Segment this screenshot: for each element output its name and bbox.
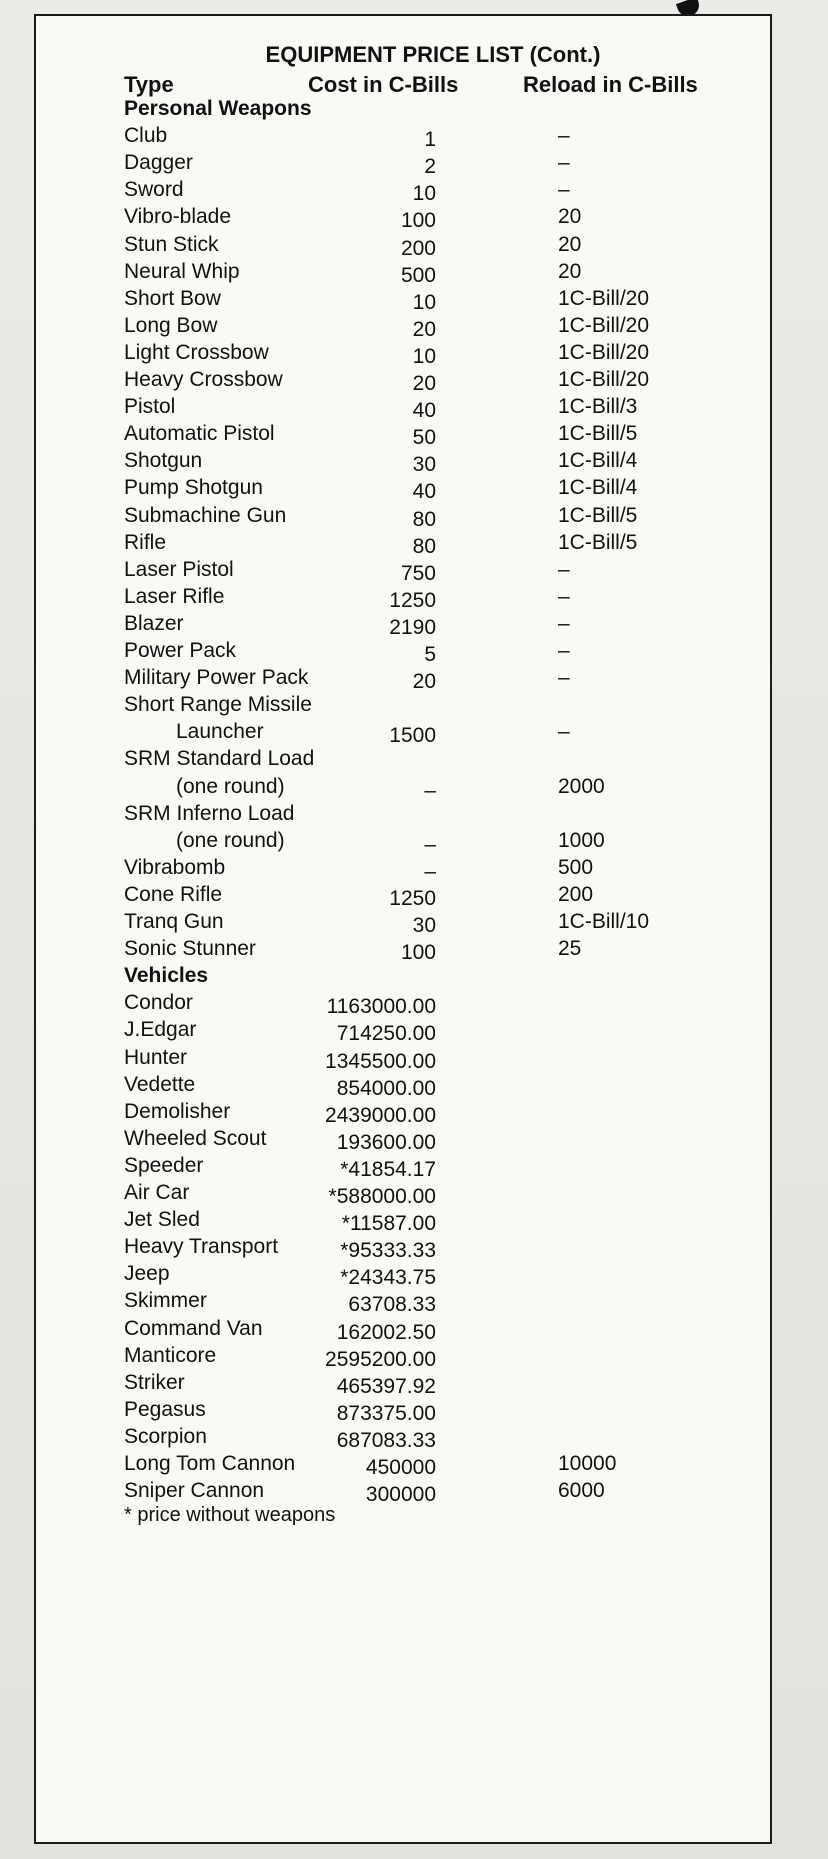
item-cost: 750 — [400, 561, 436, 585]
item-name: Skimmer — [124, 1289, 207, 1313]
table-row — [88, 666, 778, 696]
item-cost: 300000 — [365, 1483, 436, 1507]
item-reload: 1C-Bill/5 — [558, 503, 638, 527]
section-heading-label: Personal Weapons — [124, 97, 312, 120]
table-row — [88, 1181, 778, 1211]
item-name: Sword — [124, 178, 184, 202]
price-list-title: EQUIPMENT PRICE LIST (Cont.) — [265, 42, 601, 67]
item-reload: – — [558, 720, 570, 744]
table-row — [88, 937, 778, 967]
item-reload: 1C-Bill/5 — [558, 422, 638, 446]
item-name: Air Car — [124, 1181, 190, 1204]
item-name: Vedette — [124, 1072, 196, 1096]
item-cost: 100 — [400, 941, 436, 965]
item-name: Vibro-blade — [124, 205, 232, 229]
item-cost: 63708.33 — [348, 1293, 436, 1317]
item-reload: 6000 — [558, 1479, 605, 1503]
item-cost: 1163000.00 — [326, 995, 436, 1019]
item-cost: 465397.92 — [336, 1374, 436, 1398]
item-name: Short Bow — [124, 286, 221, 310]
item-reload: – — [558, 151, 570, 175]
item-cost: 873375.00 — [336, 1401, 436, 1425]
item-name: Dagger — [124, 151, 193, 175]
table-row — [88, 341, 778, 371]
table-row — [88, 260, 778, 290]
item-cost: 50 — [412, 426, 436, 450]
item-cost: 20 — [412, 670, 436, 694]
table-row — [88, 991, 778, 1021]
item-cost: 10 — [412, 344, 436, 368]
item-cost: 162002.50 — [336, 1320, 436, 1344]
section-heading — [88, 964, 778, 994]
item-name: Sniper Cannon — [124, 1479, 265, 1503]
table-row — [88, 775, 778, 805]
item-name: SRM Standard Load — [124, 747, 315, 771]
item-cost: 10 — [412, 290, 436, 314]
table-row — [88, 151, 778, 181]
table-row — [88, 747, 778, 777]
item-name: J.Edgar — [124, 1018, 197, 1042]
table-row — [88, 910, 778, 940]
item-name: Heavy Transport — [124, 1235, 279, 1259]
item-name: Pistol — [124, 395, 176, 419]
column-header-cost: Cost in C-Bills — [308, 72, 459, 97]
item-name: Jeep — [124, 1262, 170, 1286]
item-name: Cone Rifle — [124, 882, 223, 906]
item-cost: 40 — [412, 480, 436, 504]
table-row — [88, 829, 778, 859]
item-cost: 2439000.00 — [325, 1103, 436, 1127]
item-reload: – — [558, 611, 570, 635]
item-reload: 25 — [558, 937, 582, 961]
item-reload: 20 — [558, 205, 582, 229]
item-name: Tranq Gun — [124, 910, 224, 933]
item-cost: 854000.00 — [336, 1076, 436, 1100]
item-name: Club — [124, 124, 168, 148]
item-name: Power Pack — [124, 639, 237, 662]
table-row — [88, 368, 778, 398]
item-name: Stun Stick — [124, 232, 219, 256]
item-name: Submachine Gun — [124, 503, 287, 527]
item-name: Sonic Stunner — [124, 937, 256, 961]
item-cost: – — [424, 778, 436, 802]
item-cost: 2595200.00 — [325, 1347, 436, 1371]
table-row — [88, 449, 778, 479]
item-name: Automatic Pistol — [124, 422, 275, 446]
price-list-box — [34, 14, 772, 1844]
table-row — [88, 1425, 778, 1455]
item-name: (one round) — [176, 774, 285, 798]
table-row — [88, 531, 778, 561]
table-row — [88, 1262, 778, 1292]
item-name: Speeder — [124, 1153, 204, 1177]
table-row — [88, 287, 778, 317]
item-reload: 1C-Bill/20 — [558, 286, 650, 310]
table-row — [88, 178, 778, 208]
table-row — [88, 693, 778, 723]
table-row — [88, 1154, 778, 1184]
item-cost: 200 — [400, 236, 436, 260]
item-reload: 1C-Bill/5 — [558, 530, 638, 554]
item-cost: 100 — [400, 209, 436, 233]
item-cost: 30 — [412, 914, 436, 937]
item-name: (one round) — [176, 828, 285, 852]
item-name: Long Bow — [124, 313, 218, 337]
item-reload: – — [558, 557, 570, 581]
table-row — [88, 476, 778, 506]
item-name: Wheeled Scout — [124, 1126, 267, 1150]
table-row — [88, 639, 778, 669]
table-row — [88, 233, 778, 263]
item-cost: 10 — [412, 182, 436, 206]
item-cost: 20 — [412, 372, 436, 395]
item-name: Short Range Missile — [124, 693, 312, 717]
footnote: * price without weapons — [124, 1504, 336, 1527]
table-row — [88, 856, 778, 886]
column-header-reload: Reload in C-Bills — [523, 72, 698, 97]
item-cost: 80 — [412, 507, 436, 531]
item-reload: 20 — [558, 259, 582, 283]
table-row — [88, 1235, 778, 1265]
item-name: Light Crossbow — [124, 340, 269, 364]
item-cost: 714250.00 — [336, 1022, 436, 1046]
item-name: Manticore — [124, 1343, 217, 1367]
table-row — [88, 1371, 778, 1401]
item-name: Pegasus — [124, 1397, 206, 1421]
item-name: Pump Shotgun — [124, 476, 263, 500]
item-reload: 500 — [558, 855, 594, 879]
item-name: Launcher — [176, 720, 264, 744]
item-reload: 1000 — [558, 828, 605, 852]
item-reload: 1C-Bill/20 — [558, 368, 650, 391]
item-reload: 1C-Bill/4 — [558, 476, 638, 500]
item-name: Military Power Pack — [124, 666, 309, 690]
item-cost: 500 — [400, 263, 436, 287]
table-row — [88, 205, 778, 235]
table-row — [88, 802, 778, 832]
item-cost: 2 — [424, 155, 436, 179]
item-reload: 1C-Bill/4 — [558, 449, 638, 473]
item-cost: *24343.75 — [340, 1266, 436, 1290]
item-name: Blazer — [124, 611, 184, 635]
table-row — [88, 1073, 778, 1103]
item-cost: 20 — [412, 317, 436, 341]
table-row — [88, 558, 778, 588]
item-name: Vibrabomb — [124, 855, 226, 879]
item-name: Command Van — [124, 1316, 263, 1340]
table-row — [88, 1344, 778, 1374]
item-name: SRM Inferno Load — [124, 801, 295, 825]
table-row — [88, 1046, 778, 1076]
item-reload: 1C-Bill/20 — [558, 313, 650, 337]
item-cost: *41854.17 — [340, 1157, 436, 1181]
column-header-type: Type — [124, 72, 174, 97]
item-cost: *95333.33 — [340, 1239, 436, 1263]
item-cost: 450000 — [365, 1456, 436, 1479]
item-reload: – — [558, 584, 570, 608]
item-name: Shotgun — [124, 449, 203, 473]
item-cost: 687083.33 — [336, 1428, 436, 1452]
item-name: Rifle — [124, 530, 167, 554]
table-row — [88, 1289, 778, 1319]
table-row — [88, 1398, 778, 1428]
item-reload: – — [558, 178, 570, 202]
item-cost: 80 — [412, 534, 436, 558]
item-cost: 1500 — [389, 724, 436, 748]
item-reload: 200 — [558, 882, 594, 906]
table-row — [88, 422, 778, 452]
section-heading-label: Vehicles — [124, 964, 209, 988]
item-cost: 5 — [424, 643, 436, 666]
item-reload: 1C-Bill/10 — [558, 910, 650, 933]
table-row — [88, 1100, 778, 1130]
item-name: Laser Rifle — [124, 584, 225, 608]
item-cost: *588000.00 — [328, 1185, 436, 1208]
item-cost: 1345500.00 — [325, 1049, 436, 1073]
item-reload: 10000 — [558, 1452, 617, 1475]
table-row — [88, 720, 778, 750]
item-reload: – — [558, 639, 570, 662]
item-cost: – — [424, 832, 436, 856]
item-reload: 1C-Bill/20 — [558, 340, 650, 364]
item-name: Striker — [124, 1370, 185, 1394]
item-cost: 193600.00 — [336, 1130, 436, 1154]
item-name: Heavy Crossbow — [124, 368, 283, 391]
section-heading — [88, 97, 778, 127]
item-cost: 1250 — [389, 588, 436, 612]
item-cost: 30 — [412, 453, 436, 477]
item-name: Neural Whip — [124, 259, 240, 283]
table-row — [88, 314, 778, 344]
item-cost: – — [424, 859, 436, 883]
item-name: Scorpion — [124, 1424, 207, 1448]
item-name: Demolisher — [124, 1099, 231, 1123]
item-reload: – — [558, 666, 570, 690]
table-row — [88, 124, 778, 154]
table-row — [88, 1317, 778, 1347]
table-row — [88, 504, 778, 534]
table-row — [88, 1127, 778, 1157]
item-cost: *11587.00 — [341, 1212, 436, 1236]
table-row — [88, 395, 778, 425]
item-name: Condor — [124, 991, 193, 1015]
table-row — [88, 1018, 778, 1048]
item-cost: 1 — [424, 128, 436, 152]
table-row — [88, 1208, 778, 1238]
table-row — [88, 1452, 778, 1482]
item-reload: – — [558, 124, 570, 148]
item-cost: 40 — [412, 399, 436, 423]
item-reload: 1C-Bill/3 — [558, 395, 638, 419]
item-name: Laser Pistol — [124, 557, 234, 581]
item-name: Jet Sled — [124, 1208, 200, 1232]
item-name: Long Tom Cannon — [124, 1452, 296, 1475]
item-reload: 20 — [558, 232, 582, 256]
table-row — [88, 883, 778, 913]
item-name: Hunter — [124, 1045, 188, 1069]
item-reload: 2000 — [558, 774, 605, 798]
table-row — [88, 612, 778, 642]
item-cost: 1250 — [389, 886, 436, 910]
table-row — [88, 585, 778, 615]
item-cost: 2190 — [389, 615, 436, 639]
